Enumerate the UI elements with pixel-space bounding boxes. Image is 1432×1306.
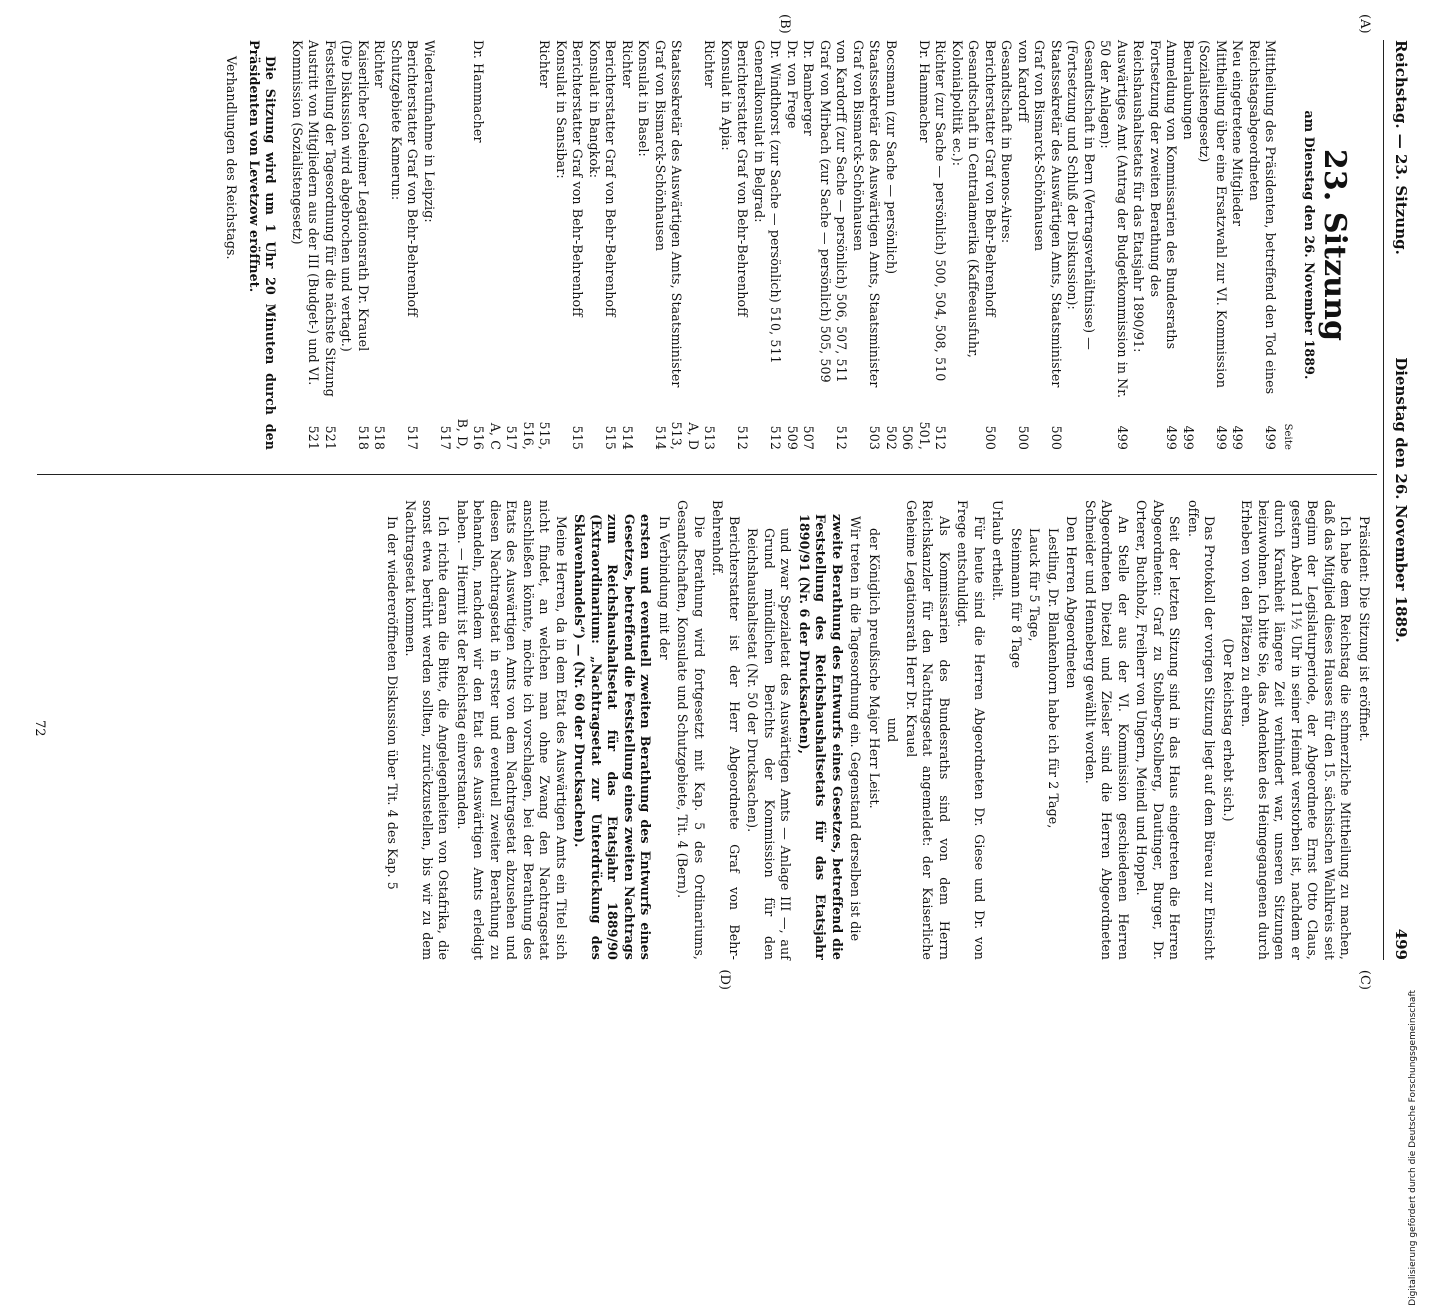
toc-entry <box>355 40 372 450</box>
toc-entry-page: 521 <box>306 425 322 450</box>
toc-entry-text: Berichterstatter Graf von Behr-Behrenhoff <box>735 40 751 317</box>
toc-entry-text: Mittheilung des Präsidenten, betreffend den Tod eines Reichstagsabgeordneten <box>1247 40 1279 395</box>
toc-entry-text: Kaiserlicher Geheimer Legationsrath Dr. Krauel <box>356 40 371 352</box>
toc-entry <box>800 40 817 450</box>
body-paragraph: Lestling, Dr. Blankenhorn habe ich für 2 Tage, <box>1046 528 1061 829</box>
body-paragraph: Den Herren Abgeordneten <box>1064 516 1080 689</box>
toc-entry <box>1229 40 1246 450</box>
right-column <box>382 500 1373 960</box>
session-date: am Dienstag den 26. November 1889. <box>1302 110 1318 380</box>
margin-mark-d: (D) <box>717 969 732 990</box>
toc-entry-page: 512 <box>735 425 751 450</box>
body-paragraph: Urlaub ertheilt. <box>990 500 1006 602</box>
toc-entry-text: Richter <box>537 40 553 88</box>
body-paragraph: An Stelle der aus der VI. Kommission geschiedenen Herren Abgeordneten Dietzel und Ziesler sind die Herren Abgeordneten Schneider und Henneberg gewählt worden. <box>1083 500 1131 960</box>
page-number: 499 <box>1392 928 1410 960</box>
body-paragraph: der Königlich preußische Major Herr Leist. <box>867 528 882 809</box>
toc-entry-page <box>1064 416 1097 450</box>
toc-entry <box>1180 40 1197 450</box>
toc-entry-text: Gesandtschaft in Centralamerika (Kaffeeausfuhr, Kolonialpolitik ec.): <box>950 40 982 358</box>
toc-entry-text: Feststellung der Tagesordnung für die nächste Sitzung <box>323 40 338 397</box>
toc-entry-text: Richter <box>372 40 388 88</box>
toc-entry-text: Konsulat in Apia: <box>719 40 734 151</box>
toc-entry <box>899 40 932 450</box>
body-paragraph: Wir treten in die Tagesordnung ein. Gegenstand derselben ist die <box>848 516 864 942</box>
toc-entry <box>586 40 603 450</box>
opening-text: Die Sitzung wird um 1 Uhr 20 Minuten durch den Präsidenten von Levetzow eröffnet. <box>247 40 279 450</box>
toc-entry <box>784 40 801 450</box>
toc-entry-page: 500 <box>983 425 998 450</box>
toc-entry-text: Gesandtschaft in Bern (Vertragsverhältnisse) — (Fortsetzung und Schluß der Diskussion): <box>1065 40 1097 350</box>
toc-entry <box>1163 40 1180 450</box>
body-paragraph: Präsident: Die Sitzung ist eröffnet. <box>1357 516 1372 742</box>
body-paragraph: In Verbindung mit der <box>657 516 672 660</box>
toc-entry <box>322 40 339 450</box>
toc-entry-page: 499 <box>1230 425 1246 450</box>
toc-entry-text: Staatssekretär des Auswärtigen Amts, Staatsminister Graf von Bismarck-Schönhausen <box>1032 40 1064 388</box>
toc-entry <box>718 40 735 450</box>
toc-entry-page: 518 <box>356 425 371 450</box>
toc-entry-page: 521 <box>323 425 338 450</box>
toc-entry-page: 500 <box>1016 425 1031 450</box>
negotiations-note: Verhandlungen des Reichstags. <box>224 56 240 260</box>
toc-entry-page: 499 <box>1214 425 1229 450</box>
toc-entry-text: Berichterstatter Graf von Behr-Behrenhoff <box>983 40 998 317</box>
toc-entry-page: 512 <box>768 425 784 450</box>
toc-entry-page: 499 <box>1164 425 1180 450</box>
toc-entry-page: 512 <box>933 425 949 450</box>
toc-entry <box>883 40 900 450</box>
toc-entry <box>850 40 883 450</box>
toc-entry <box>421 40 438 450</box>
toc-entry <box>652 40 685 450</box>
toc-entry <box>553 40 570 450</box>
body-paragraph: und <box>885 717 901 743</box>
toc-entry-page <box>1130 416 1163 450</box>
column-divider <box>37 474 1377 475</box>
toc-entry <box>437 40 487 450</box>
toc-entry <box>1064 40 1097 450</box>
toc-entry-text: Staatssekretär des Auswärtigen Amts, Staatsminister Graf von Bismarck-Schönhausen <box>653 40 685 388</box>
toc-entry <box>932 40 949 450</box>
toc-entry-text: Anmeldung von Kommissarien des Bundesraths <box>1164 40 1180 350</box>
body-paragraph: Berichterstatter ist der Herr Abgeordnete Graf von Behr-Behrenhoff. <box>710 500 742 960</box>
toc-entry-page <box>586 416 603 450</box>
body-paragraph: Seit der letzten Sitzung sind in das Haus eingetreten die Herren Abgeordneten: Graf zu Stolberg-Stolberg, Dautinger, Burger, Dr. Orterer, Buchholz, Freiherr von Ungern, Meindl und Hoppel. <box>1134 500 1183 960</box>
toc-entry-page <box>751 416 768 450</box>
body-paragraph: Als Kommissarien des Bundesraths sind von dem Herrn Reichskanzler für den Nachtragsetat angemeldet: der Kaiserliche Geheime Legationsrath Herr Dr. Krauel <box>904 500 952 960</box>
toc-entry <box>998 40 1015 450</box>
toc-entry-page: 513 A, D <box>686 422 718 450</box>
header-rule <box>1383 40 1384 960</box>
session-title: 23. Sitzung <box>1317 148 1352 342</box>
toc-entry-page: 509 <box>785 425 800 450</box>
body-paragraph: Das Protokoll der vorigen Sitzung liegt auf dem Büreau zur Einsicht offen. <box>1186 500 1218 960</box>
body-paragraph: Ich habe dem Reichstag die schmerzliche Mittheilung zu machen, daß das Mitglied dieses Hauses für den 15. sächsischen Wahlkreis seit Beginn der Legislaturperiode, der Abgeordnete Ernst Otto Claus, gestern Abend 11½ Uhr in seiner Heimat verstorben ist, nachdem er durch Krankheit längere Zeit verhindert war, unseren Sitzungen beizuwohnen. Ich bitte Sie, das Andenken des Heimgegangenen durch Erheben von den Plätzen zu ehren. <box>1239 500 1354 960</box>
toc-entry-text: Dr. Windthorst (zur Sache — persönlich) 510, 511 <box>768 40 784 364</box>
toc-entry-page: 502 <box>884 425 899 450</box>
toc-entry-page <box>388 416 405 450</box>
body-paragraph: Die Berathung wird fortgesetzt mit Kap. 5 des Ordinariums, Gesandtschaften, Konsulate und Schutzgebiete, Tit. 4 (Bern). <box>675 500 707 960</box>
toc-entry <box>949 40 982 450</box>
toc-entry-page: 513, 514 <box>653 421 685 450</box>
toc-entry-text: Wiederaufnahme in Leipzig: <box>422 40 437 223</box>
toc-entry <box>734 40 751 450</box>
toc-entry-text: (Die Diskussion wird abgebrochen und vertagt.) <box>339 40 355 352</box>
table-of-contents <box>289 40 1279 450</box>
toc-entry-page <box>338 416 355 450</box>
toc-entry-text: Auswärtiges Amt (Antrag der Budgetkommission in Nr. 50 der Anlagen): <box>1098 40 1130 399</box>
body-paragraph: Lauck für 5 Tage, <box>1027 528 1043 642</box>
toc-entry <box>685 40 718 450</box>
toc-entry-page <box>718 416 735 450</box>
toc-entry <box>982 40 999 450</box>
toc-entry-text: Austritt von Mitgliedern aus der III (Budget-) und VI. Kommission (Sozialistengesetz) <box>290 40 322 386</box>
toc-entry-text: Konsulat in Bangkok: <box>587 40 602 179</box>
toc-entry-text: Mittheilung über eine Ersatzwahl zur VI. Kommission (Sozialistengesetz) <box>1197 40 1229 389</box>
toc-entry-page <box>949 416 982 450</box>
toc-entry-text: Beurlaubungen <box>1181 40 1196 140</box>
toc-entry <box>817 40 834 450</box>
toc-entry-page <box>817 416 834 450</box>
toc-entry-page: 516 B, D, 517 <box>438 418 487 450</box>
toc-entry-text: Dr. Hammacher <box>917 40 932 143</box>
toc-entry-text: Gesandtschaft in Buenos-Aires: <box>999 40 1015 244</box>
toc-entry-text: Richter <box>702 40 718 88</box>
margin-mark-b: (B) <box>777 14 792 34</box>
toc-entry-page: 499 <box>1181 425 1196 450</box>
digitization-note: Digitalisierung gefördert durch die Deutsche Forschungsgemeinschaft <box>1408 990 1418 1306</box>
toc-entry <box>338 40 355 450</box>
toc-entry <box>404 40 421 450</box>
toc-entry <box>767 40 784 450</box>
toc-entry-text: Berichterstatter Graf von Behr-Behrenhoff <box>603 40 619 317</box>
toc-entry-page: 515 <box>603 425 619 450</box>
toc-entry-text: Dr. Hammacher <box>471 40 487 143</box>
toc-entry <box>635 40 652 450</box>
toc-entry <box>1246 40 1279 450</box>
toc-entry-text: Konsulat in Basel: <box>636 40 652 157</box>
toc-entry-page: 500 <box>1049 425 1064 450</box>
toc-entry-text: Richter (zur Sache — persönlich) 500, 504, 508, 510 <box>933 40 949 382</box>
toc-entry-page <box>998 416 1015 450</box>
toc-entry <box>569 40 586 450</box>
body-paragraph: (Der Reichstag erhebt sich.) <box>1221 638 1236 822</box>
toc-entry-text: Dr. von Frege <box>785 40 800 129</box>
toc-entry-text: Richter <box>620 40 635 88</box>
toc-entry-page: 518 <box>372 425 388 450</box>
toc-entry-page: 515 <box>570 425 586 450</box>
toc-entry-text: von Kardorff <box>1016 40 1031 122</box>
running-header <box>1390 40 1410 960</box>
toc-entry-text: von Kardorff (zur Sache — persönlich) 506, 507, 511 <box>834 40 850 383</box>
body-paragraph: Für heute sind die Herren Abgeordneten Dr. Giese und Dr. von Frege entschuldigt. <box>955 500 987 960</box>
toc-entry <box>371 40 388 450</box>
toc-entry-text: Berichterstatter Graf von Behr-Behrenhoff <box>570 40 586 317</box>
toc-entry <box>1130 40 1163 450</box>
body-paragraph: Ich richte daran die Bitte, die Angelegenheiten von Ostafrika, die sonst etwa berührt werden sollten, zurückzustellen, bis wir zu dem Nachtragsetat kommen. <box>403 500 452 960</box>
toc-entry-page: 499 <box>1263 425 1279 450</box>
toc-entry <box>388 40 405 450</box>
body-paragraph: ersten und eventuell zweiten Berathung des Entwurfs eines Gesetzes, betreffend die Feststellung eines zweiten Nachtrags zum Reichshaushaltsetat für das Etatsjahr 1889/90 (Extraordinarium: „Nachtragsetat zur Unterdrückung des Sklavenhandels“) — (Nr. 60 der Drucksachen). <box>572 514 654 960</box>
toc-header: Seite <box>1282 423 1293 450</box>
toc-entry-text: Konsulat in Sansibar: <box>554 40 569 179</box>
toc-entry <box>487 40 553 450</box>
margin-mark-a: (A) <box>1357 14 1372 34</box>
toc-entry-page <box>421 416 438 450</box>
header-left: Reichstag. — 23. Sitzung. <box>1392 40 1410 255</box>
toc-entry <box>602 40 619 450</box>
toc-entry-text: Staatssekretär des Auswärtigen Amts, Staatsminister Graf von Bismarck-Schönhausen <box>851 40 883 388</box>
toc-entry-page: 514 <box>620 425 635 450</box>
margin-mark-c: (C) <box>1357 969 1372 990</box>
toc-entry <box>1015 40 1032 450</box>
toc-entry-page: 501, 506 <box>900 421 932 450</box>
toc-entry-page: 507 <box>801 425 817 450</box>
toc-entry-text: Bocsmann (zur Sache — persönlich) <box>884 40 899 275</box>
toc-entry-text: Graf von Mirbach (zur Sache — persönlich) 505, 509 <box>818 40 833 383</box>
toc-entry-text: Fortsetzung der zweiten Berathung des Reichshaushaltsetats für das Etatsjahr 1890/91: <box>1131 40 1163 353</box>
toc-entry <box>833 40 850 450</box>
signature-mark: 72 <box>32 720 47 737</box>
toc-entry-text: Berichterstatter Graf von Behr-Behrenhoff <box>405 40 421 317</box>
body-paragraph: zweite Berathung des Entwurfs eines Gesetzes, betreffend die Feststellung des Reichshaushaltsetats für das Etatsjahr 1890/91 (Nr. 6 der Drucksachen), <box>797 514 845 960</box>
toc-entry-text: Dr. Bamberger <box>801 40 817 136</box>
toc-entry <box>619 40 636 450</box>
toc-entry-page: 503 <box>867 425 883 450</box>
toc-entry-text: Generalkonsulat in Belgrad: <box>752 40 767 223</box>
body-paragraph: Steinmann für 8 Tage <box>1009 528 1024 669</box>
toc-entry <box>289 40 322 450</box>
header-center: Dienstag den 26. November 1889. <box>1392 357 1410 643</box>
toc-entry <box>1097 40 1130 450</box>
toc-entry-text: Schutzgebiete Kamerun: <box>389 40 404 201</box>
toc-entry <box>1031 40 1064 450</box>
toc-entry-text: Neu eingetretene Mitglieder <box>1230 40 1246 227</box>
toc-entry <box>751 40 768 450</box>
toc-entry <box>1196 40 1229 450</box>
body-paragraph: und zwar Spezialetat des Auswärtigen Amts — Anlage III —, auf Grund mündlichen Berichts der Kommission für den Reichshaushaltsetat (Nr. 50 der Drucksachen). <box>745 528 794 960</box>
toc-entry-page <box>635 416 652 450</box>
body-paragraph: Meine Herren, da in dem Etat des Auswärtigen Amts ein Titel sich nicht findet, an welchen man ohne Zwang den Nachtragsetat anschließen könnte, möchte ich vorschlagen, bei der Berathung des Etats des Auswärtigen Amts von dem Nachtragsetat abzusehen und diesen Nachtragsetat in erster und eventuell zweiter Berathung zu behandeln, nachdem wir den Etat des Auswärtigen Amts erledigt haben. — Hiermit ist der Reichstag einverstanden. <box>455 500 569 960</box>
toc-entry-page: 512 <box>834 425 850 450</box>
toc-entry-page <box>553 416 570 450</box>
left-column <box>223 40 1372 450</box>
body-paragraph: In der wiedereröffneten Diskussion über Tit. 4 des Kap. 5 <box>385 516 400 890</box>
toc-entry-page: 515, 516, 517 A, C <box>488 421 553 450</box>
toc-entry-page: 499 <box>1115 425 1130 450</box>
toc-entry-page: 517 <box>405 425 421 450</box>
